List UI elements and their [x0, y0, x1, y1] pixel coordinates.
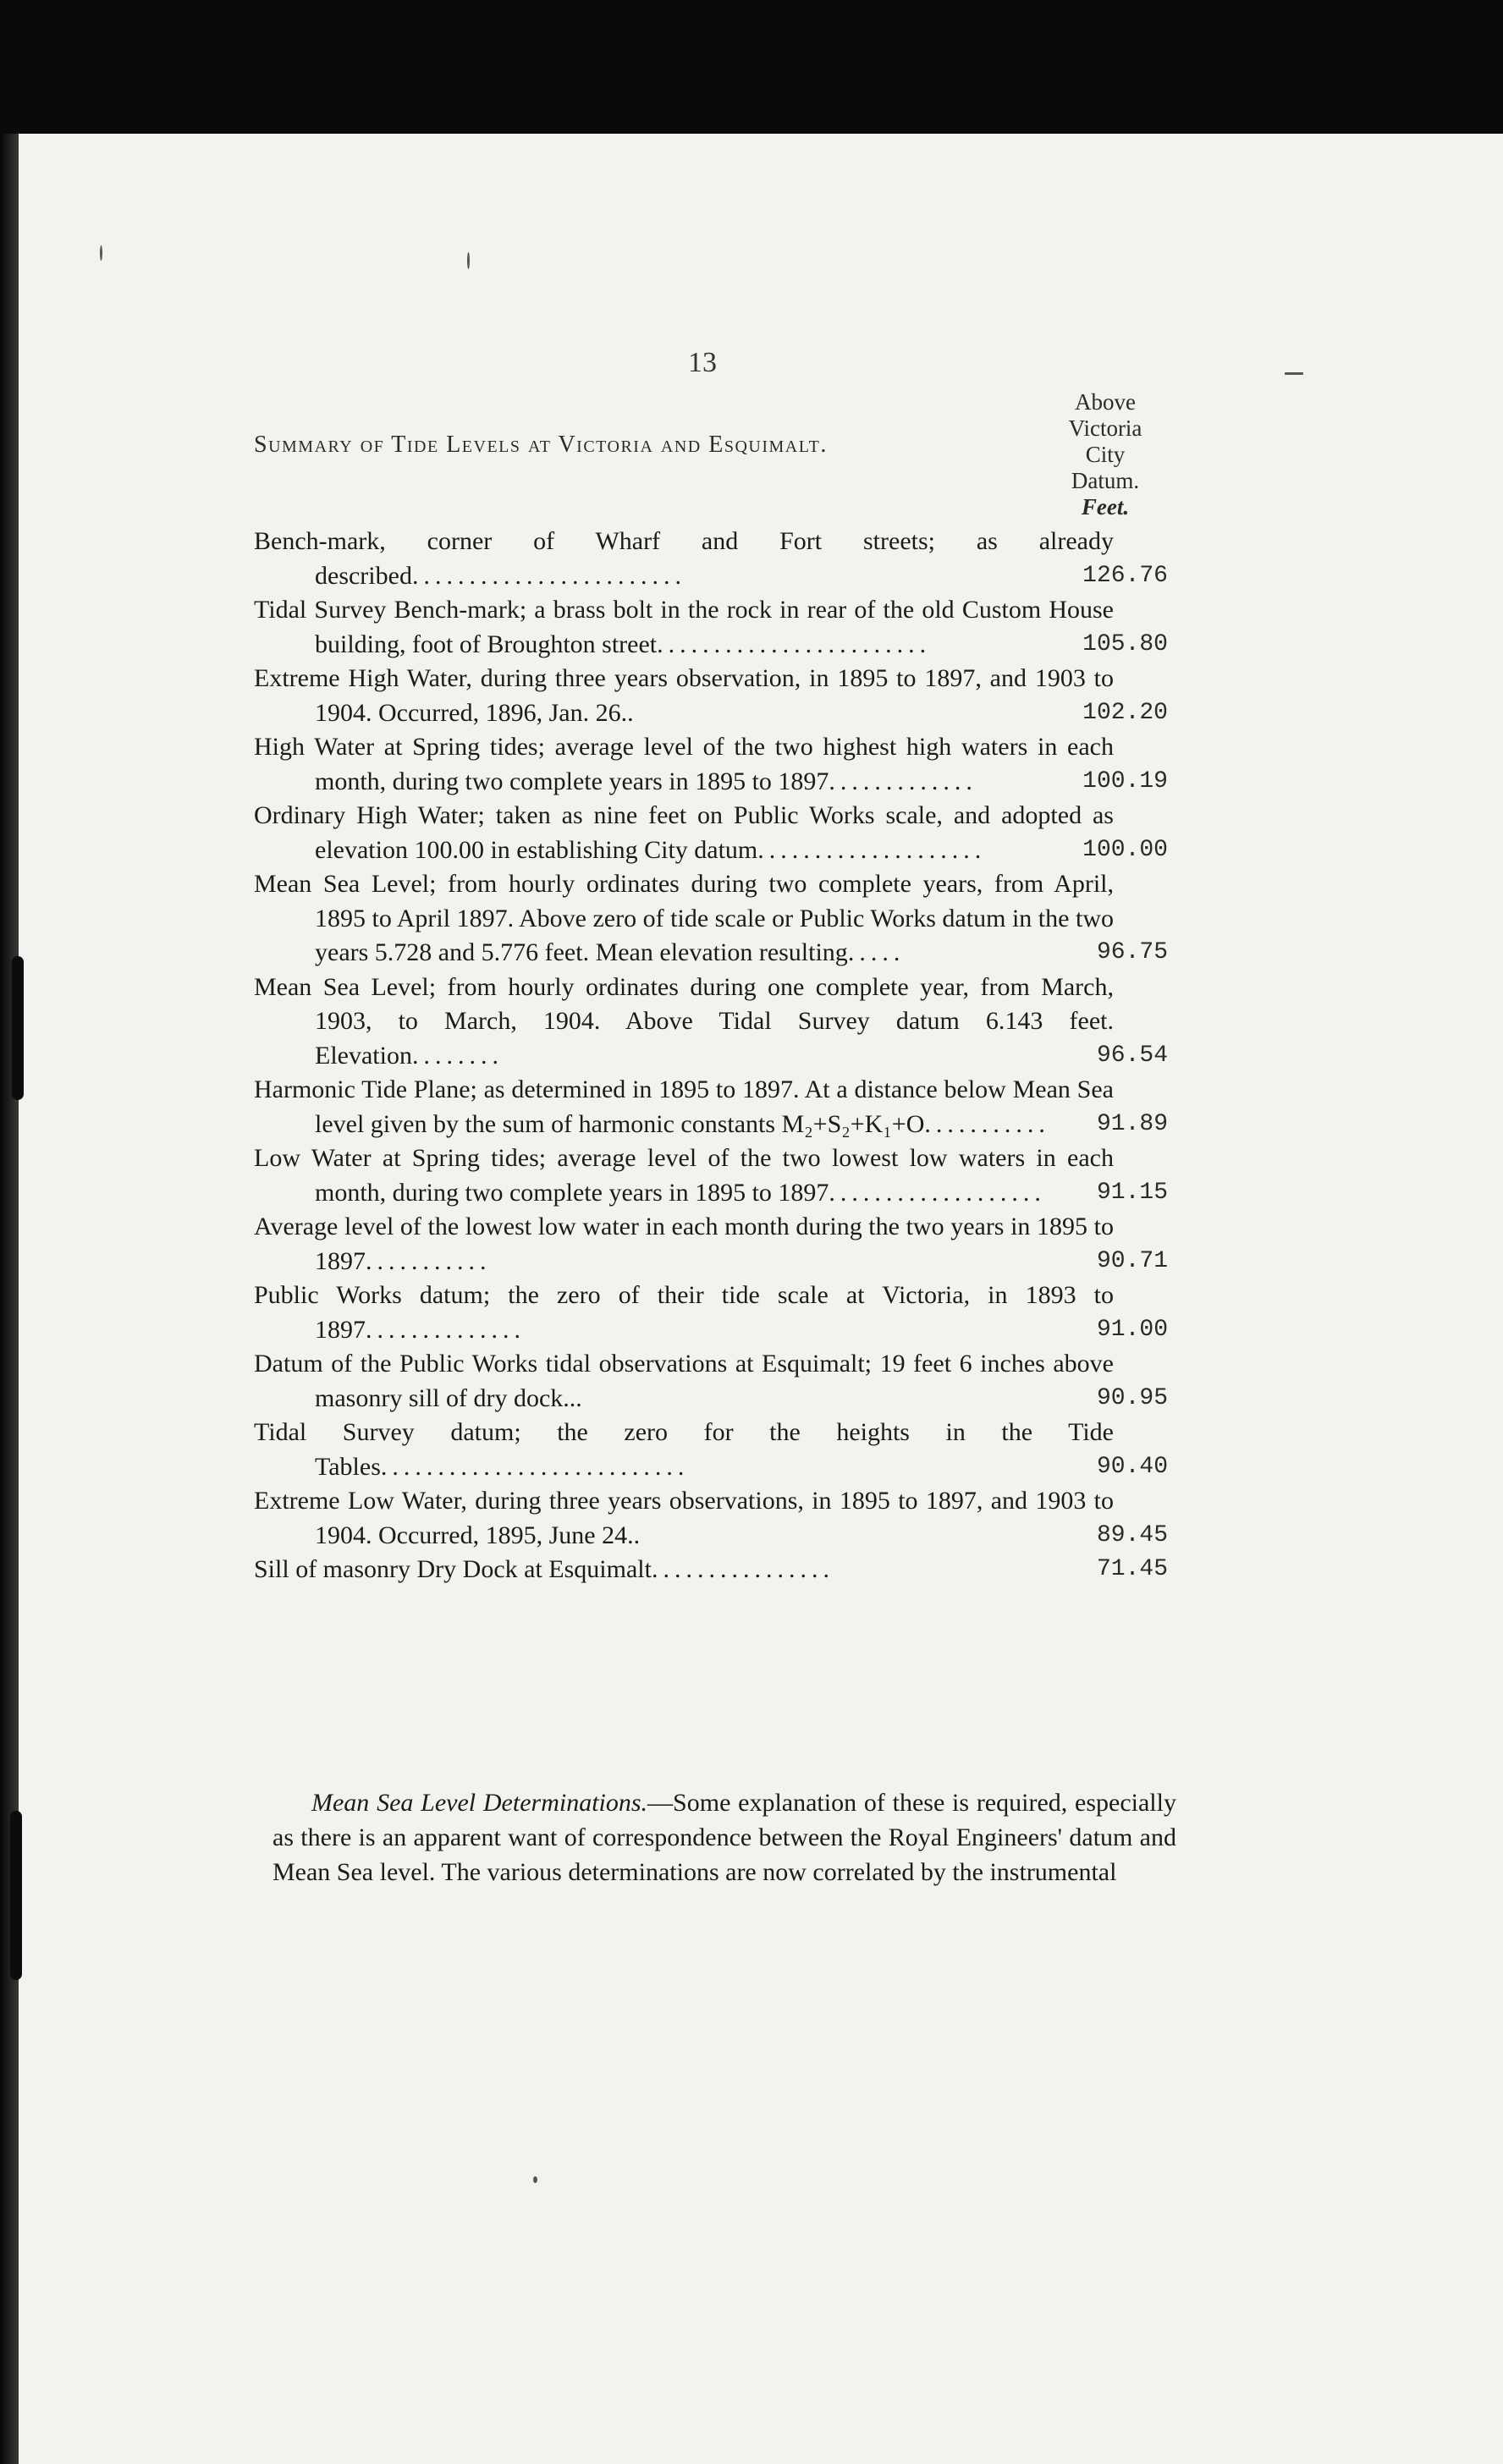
binding-mark: [12, 956, 24, 1100]
entry-value: 105.80: [1082, 630, 1168, 657]
entry-text: High Water at Spring tides; average level of the two highest high waters in each month, during two complete years in 1895 to 1897: [254, 733, 1114, 795]
entry-value: 90.71: [1096, 1247, 1168, 1274]
list-item: High Water at Spring tides; average level of the two highest high waters in each month, during two complete years in 1895 to 1897............. 100.19: [254, 730, 1168, 799]
list-item: Tidal Survey Bench-mark; a brass bolt in the rock in rear of the old Custom House building, foot of Broughton street........................ 105.80: [254, 593, 1168, 662]
entry-value: 91.15: [1096, 1179, 1168, 1206]
entry-value: 71.45: [1096, 1556, 1168, 1582]
entry-text: Bench-mark, corner of Wharf and Fort streets; as already described: [254, 527, 1114, 590]
list-item: Public Works datum; the zero of their tide scale at Victoria, in 1893 to 1897.............. 91.00: [254, 1279, 1168, 1347]
entry-value: 91.89: [1096, 1110, 1168, 1137]
list-item: [254, 1484, 1168, 1553]
column-header: [1038, 389, 1173, 520]
column-header-line: Victoria: [1068, 415, 1142, 441]
entry-text: Tidal Survey datum; the zero for the heights in the Tide Tables: [254, 1418, 1114, 1481]
entry-value: 100.19: [1082, 767, 1168, 795]
list-item: Low Water at Spring tides; average level of the two lowest low waters in each month, during two complete years in 1895 to 1897................... 91.15: [254, 1141, 1168, 1210]
dust-speck: [100, 245, 102, 261]
entry-text: Sill of masonry Dry Dock at Esquimalt: [254, 1555, 652, 1583]
entry-value: 91.00: [1096, 1316, 1168, 1343]
entry-text: Extreme Low Water, during three years observations, in 1895 to 1897, and 1903 to 1904. Occurred, 1895, June 24..: [254, 1487, 1114, 1549]
entry-value: 100.00: [1082, 836, 1168, 863]
list-item: Mean Sea Level; from hourly ordinates during one complete year, from March, 1903, to March, 1904. Above Tidal Survey datum 6.143 feet. Elevation........ 96.54: [254, 971, 1168, 1074]
tide-levels-list: [254, 525, 1168, 1587]
entry-text: Mean Sea Level; from hourly ordinates during one complete year, from March, 1903, to March, 1904. Above Tidal Survey datum 6.143 feet. Elevation: [254, 972, 1114, 1070]
entry-text: Datum of the Public Works tidal observations at Esquimalt; 19 feet 6 inches above masonry sill of dry dock...: [254, 1350, 1114, 1412]
list-item: Mean Sea Level; from hourly ordinates during two complete years, from April, 1895 to April 1897. Above zero of tide scale or Public Works datum in the two years 5.728 and 5.776 feet. Mean elevation resulting..... 96.75: [254, 867, 1168, 971]
summary-title: Summary of Tide Levels at Victoria and Esquimalt.: [254, 432, 828, 458]
dust-speck: [1285, 372, 1303, 375]
column-header-line: Datum.: [1071, 468, 1140, 493]
column-header-line: Above: [1075, 389, 1136, 415]
list-item: Bench-mark, corner of Wharf and Fort streets; as already described........................ 126.76: [254, 525, 1168, 593]
list-item: Average level of the lowest low water in each month during the two years in 1895 to 1897........... 90.71: [254, 1210, 1168, 1279]
entry-value: 90.95: [1096, 1384, 1168, 1411]
entry-text: Average level of the lowest low water in each month during the two years in 1895 to 1897: [254, 1213, 1114, 1275]
page-number: 13: [688, 347, 717, 378]
entry-value: 126.76: [1082, 562, 1168, 589]
list-item: [254, 662, 1168, 730]
entry-text: Public Works datum; the zero of their tide scale at Victoria, in 1893 to 1897: [254, 1281, 1114, 1344]
entry-text: Ordinary High Water; taken as nine feet on Public Works scale, and adopted as elevation 100.00 in establishing City datum: [254, 801, 1114, 864]
page-edge-shadow: [0, 134, 19, 2464]
list-item: Tidal Survey datum; the zero for the heights in the Tide Tables........................... 90.40: [254, 1416, 1168, 1484]
list-item: [254, 1347, 1168, 1416]
column-header-unit: Feet.: [1081, 494, 1130, 520]
list-item: Sill of masonry Dry Dock at Esquimalt................ 71.45: [254, 1553, 1168, 1587]
paragraph-lead: Mean Sea Level Determinations.: [311, 1789, 648, 1817]
entry-text: Low Water at Spring tides; average level of the two lowest low waters in each month, during two complete years in 1895 to 1897: [254, 1144, 1114, 1207]
entry-value: 90.40: [1096, 1453, 1168, 1480]
entry-value: 96.75: [1096, 939, 1168, 965]
entry-text: Tidal Survey Bench-mark; a brass bolt in the rock in rear of the old Custom House building, foot of Broughton street: [254, 596, 1114, 658]
entry-text: Extreme High Water, during three years observation, in 1895 to 1897, and 1903 to 1904. Occurred, 1896, Jan. 26..: [254, 664, 1114, 727]
column-header-line: City: [1085, 442, 1126, 467]
dust-speck: [533, 2176, 537, 2183]
dust-speck: [467, 252, 470, 269]
entry-text: Harmonic Tide Plane; as determined in 1895 to 1897. At a distance below Mean Sea level given by the sum of harmonic constants M₂+S₂+K₁+O: [254, 1075, 1114, 1138]
body-paragraph: [273, 1785, 1176, 1889]
list-item: Ordinary High Water; taken as nine feet on Public Works scale, and adopted as elevation 100.00 in establishing City datum.................... 100.00: [254, 799, 1168, 867]
entry-value: 102.20: [1082, 699, 1168, 726]
list-item: Harmonic Tide Plane; as determined in 1895 to 1897. At a distance below Mean Sea level given by the sum of harmonic constants M₂+S₂+K₁+O........... 91.89: [254, 1073, 1168, 1141]
paragraph-body: —Some explanation of these is required, especially as there is an apparent want of correspondence between the Royal Engineers' datum and Mean Sea level. The various determinations are now correlated by the instrumental: [273, 1789, 1176, 1886]
entry-text: Mean Sea Level; from hourly ordinates during two complete years, from April, 1895 to April 1897. Above zero of tide scale or Public Works datum in the two years 5.728 and 5.776 feet. Mean elevation resulting: [254, 870, 1114, 966]
binding-mark: [10, 1811, 22, 1980]
entry-value: 96.54: [1096, 1042, 1168, 1069]
entry-value: 89.45: [1096, 1521, 1168, 1548]
